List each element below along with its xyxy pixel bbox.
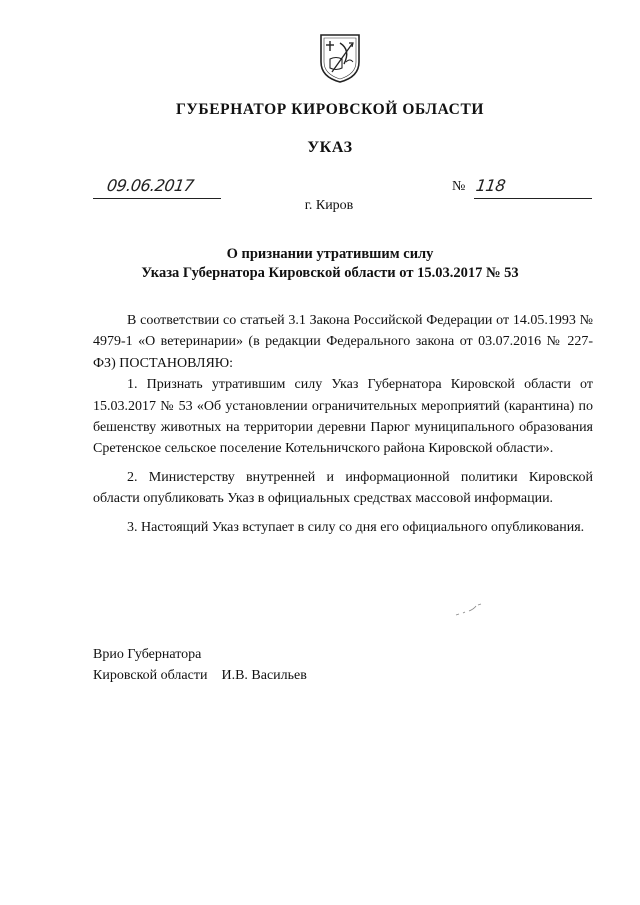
signatory-position-line-2: Кировской области [93, 668, 208, 683]
stray-pen-mark [454, 603, 484, 619]
kirov-coat-of-arms-icon [318, 32, 362, 84]
clause-2: 2. Министерству внутренней и информационной политики Кировской области опубликовать Указ в официальных средствах массовой информации. [93, 469, 593, 507]
subject-line-1: О признании утратившим силу [226, 246, 434, 262]
city-label: г. Киров [304, 198, 354, 213]
clause-3: 3. Настоящий Указ вступает в силу со дня его официального опубликования. [127, 519, 585, 535]
document-subject [0, 245, 640, 283]
document-type-title: УКАЗ [307, 139, 353, 156]
handwritten-number: 118 [474, 176, 507, 195]
signature-block [93, 644, 307, 686]
handwritten-date: 09.06.2017 [105, 176, 195, 195]
issuer-title: ГУБЕРНАТОР КИРОВСКОЙ ОБЛАСТИ [175, 101, 485, 118]
signatory-row [93, 665, 307, 686]
signatory-name: И.В. Васильев [221, 668, 307, 683]
date-field [93, 176, 221, 199]
number-underline [474, 176, 592, 199]
document-number-field [452, 176, 592, 198]
number-sign: № [452, 179, 466, 194]
signatory-position-line-1: Врио Губернатора [93, 647, 202, 662]
document-body [93, 310, 593, 545]
preamble-paragraph: В соответствии со статьей 3.1 Закона Российской Федерации от 14.05.1993 № 4979-1 «О ветеринарии» (в редакции Федерального закона от 03.07.2016 № 227-ФЗ) ПОСТАНОВЛЯЮ: [93, 313, 593, 371]
subject-line-2: Указа Губернатора Кировской области от 15.03.2017 № 53 [141, 265, 519, 281]
clause-1: 1. Признать утратившим силу Указ Губернатора Кировской области от 15.03.2017 № 53 «Об установлении ограничительных мероприятий (карантина) по бешенству животных на территории деревни Парюг муниципального образования Сретенское сельское поселение Котельничского района Кировской области». [93, 377, 593, 457]
